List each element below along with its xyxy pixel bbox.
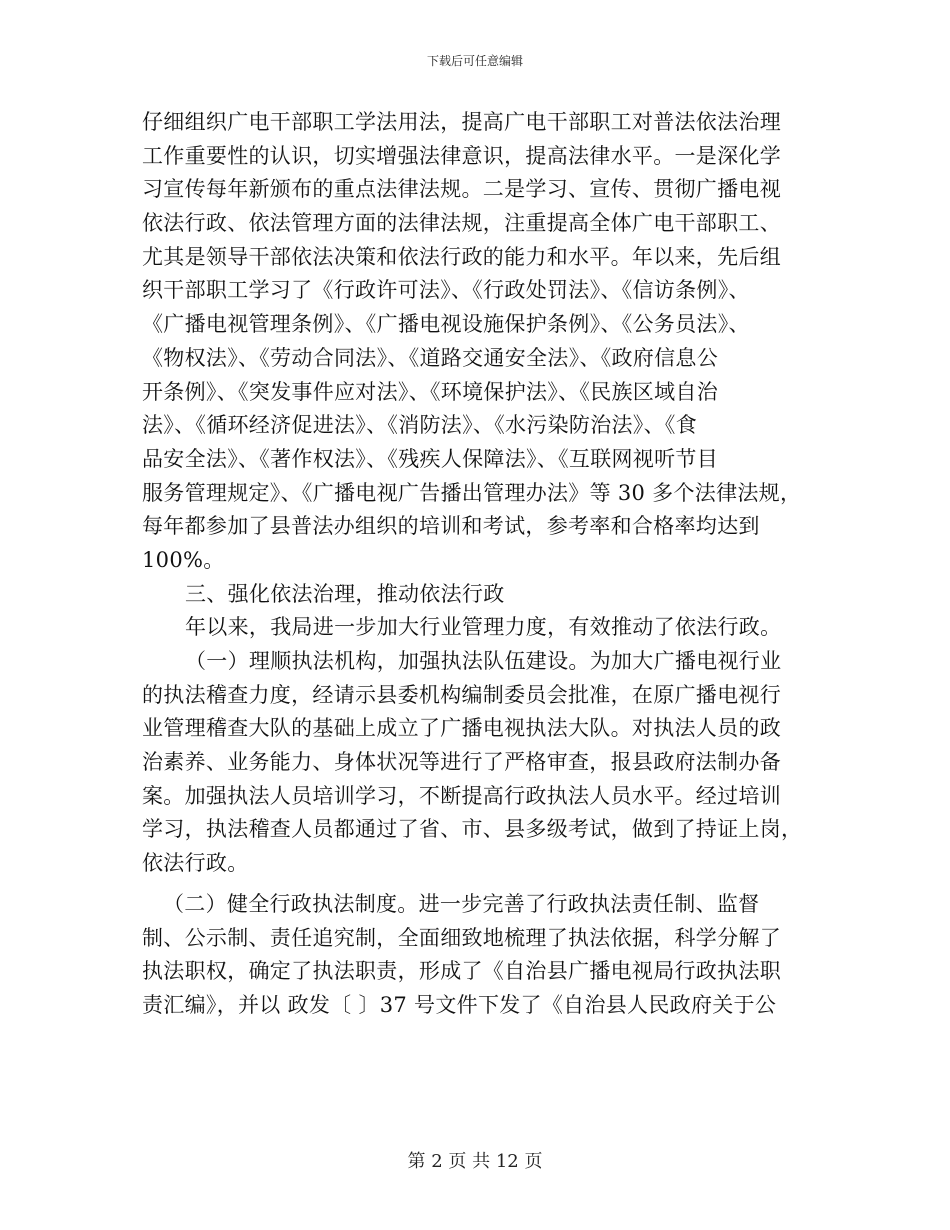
paragraph-line: 学习，执法稽查人员都通过了省、市、县多级考试，做到了持证上岗， bbox=[142, 817, 803, 842]
paragraph-line: 制、公示制、责任追究制，全面细致地梳理了执法依据，科学分解了 bbox=[142, 925, 781, 950]
page-header-note: 下载后可任意编辑 bbox=[426, 54, 523, 68]
paragraph-line: 依法行政。 bbox=[142, 851, 249, 876]
paragraph-line: 年以来，我局进一步加大行业管理力度，有效推动了依法行政。 bbox=[185, 615, 782, 640]
paragraph-line: 案。加强执法人员培训学习，不断提高行政执法人员水平。经过培训 bbox=[142, 783, 781, 808]
paragraph-line: 服务管理规定》、《广播电视广告播出管理办法》等 30 多个法律法规， bbox=[142, 480, 802, 505]
paragraph-line: 尤其是领导干部依法决策和依法行政的能力和水平。年以来，先后组 bbox=[142, 244, 781, 269]
paragraph-line: 责汇编》，并以 政发〔 〕37 号文件下发了《自治县人民政府关于公 bbox=[142, 992, 777, 1017]
paragraph-line: 品安全法》、《著作权法》、《残疾人保障法》、《互联网视听节目 bbox=[142, 446, 718, 471]
paragraph-line: 执法职权，确定了执法职责，形成了《自治县广播电视局行政执法职 bbox=[142, 959, 781, 984]
paragraph-line: 法》、《循环经济促进法》、《消防法》、《水污染防治法》、《食 bbox=[142, 413, 697, 438]
paragraph-line: 仔细组织广电干部职工学法用法，提高广电干部职工对普法依法治理 bbox=[142, 110, 781, 134]
subsection-heading-line: （二）健全行政执法制度。进一步完善了行政执法责任制、监督 bbox=[163, 891, 760, 916]
paragraph-line: 《物权法》、《劳动合同法》、《道路交通安全法》、《政府信息公 bbox=[142, 345, 718, 370]
paragraph-line: 习宣传每年新颁布的重点法律法规。二是学习、宣传、贯彻广播电视 bbox=[142, 177, 781, 202]
paragraph-line: 每年都参加了县普法办组织的培训和考试，参考率和合格率均达到 bbox=[142, 514, 760, 539]
page-number: 第 2 页 共 12 页 bbox=[407, 1151, 543, 1172]
paragraph-line: 依法行政、依法管理方面的法律法规，注重提高全体广电干部职工、 bbox=[142, 211, 781, 236]
subsection-heading-line: （一）理顺执法机构，加强执法队伍建设。为加大广播电视行业 bbox=[185, 649, 782, 673]
document-body bbox=[142, 106, 822, 1023]
paragraph-line: 工作重要性的认识，切实增强法律意识，提高法律水平。一是深化学 bbox=[142, 143, 781, 168]
paragraph-line: 的执法稽查力度，经请示县委机构编制委员会批准，在原广播电视行 bbox=[142, 682, 781, 707]
paragraph-line: 《广播电视管理条例》、《广播电视设施保护条例》、《公务员法》、 bbox=[142, 312, 750, 337]
paragraph-line: 100%。 bbox=[142, 547, 225, 572]
paragraph-line: 治素养、业务能力、身体状况等进行了严格审查，报县政府法制办备 bbox=[142, 750, 781, 775]
paragraph-line: 开条例》、《突发事件应对法》、《环境保护法》、《民族区域自治 bbox=[142, 379, 718, 404]
paragraph-line: 织干部职工学习了《行政许可法》、《行政处罚法》、《信访条例》、 bbox=[142, 278, 750, 303]
section-heading: 三、强化依法治理，推动依法行政 bbox=[185, 581, 505, 606]
paragraph-line: 业管理稽查大队的基础上成立了广播电视执法大队。对执法人员的政 bbox=[142, 716, 781, 741]
